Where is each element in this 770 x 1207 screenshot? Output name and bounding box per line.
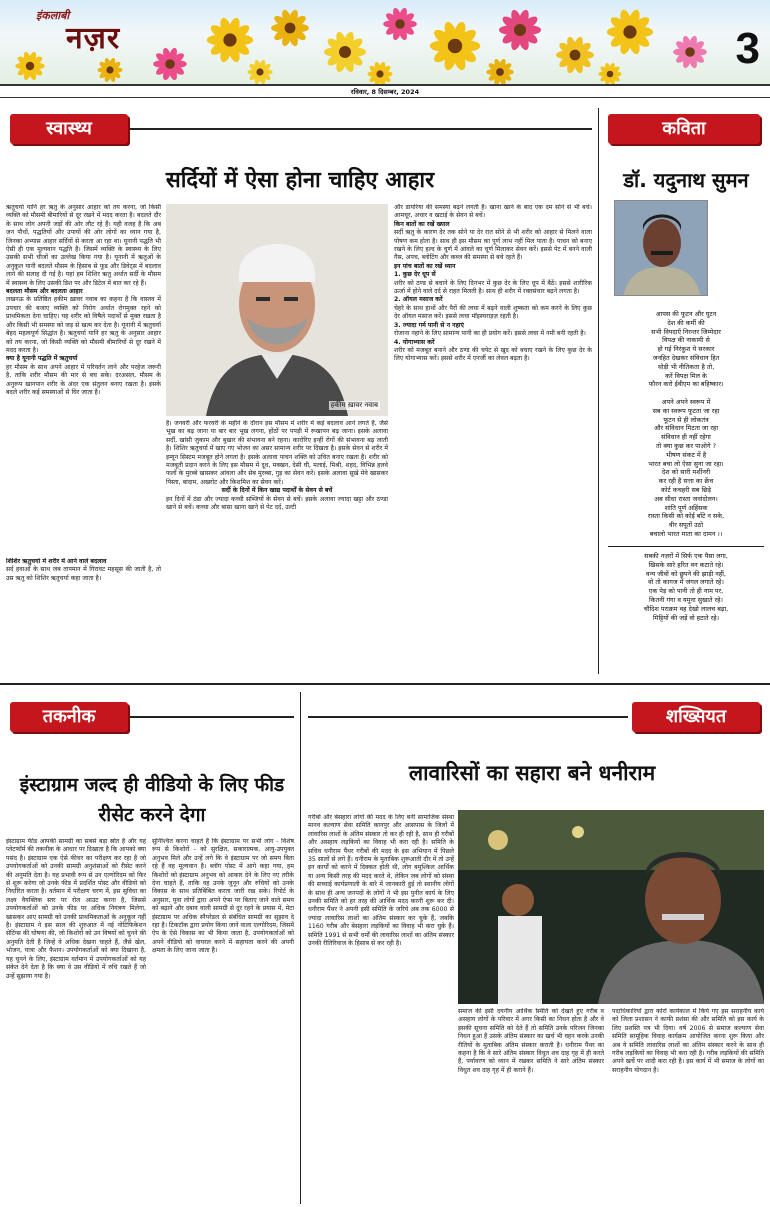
health-section (0, 100, 600, 680)
poem-stanza-3-line: वन्य जीवों को छुपने की झाड़ी नहीं, (646, 569, 726, 578)
health-sub-3: शिशिर ऋतुचर्या में शरीर में आने वाले बदलाव (6, 558, 107, 565)
poem-stanza-2-line: अब सीधा रास्ता जनांदोलन। (654, 494, 718, 503)
poem-stanza-2-line: कर रही है सत्ता का क्रेंच (658, 477, 714, 486)
flower-decoration (383, 7, 417, 41)
profile-col-1: गरीबों और बेसहारा लोगों की मदद के लिए बनी सामाजिक संस्था मानव कल्याण सेवा समिति कानपुर और आसपास के जिलों में लावारिस लाशों के अंतिम संस्कार तो कर ही रही है, साथ ही गरीबों और असहाय लड़कियों का विवाह भी करा रही है। समिति के सचिव धनीराम पैंथर गरीबों की मदद के इस अभियान में पिछले 35 सालों से लगे हैं। धनीराम के मुताबिक शुरूआती दौर में तो उन्हें इन कार्यों को करने में दिक्कत होती थी, लोग बमुश्किल आर्थिक या अन्य किसी तरह की मदद करते थे, लेकिन जब लोगों को संस्था की सच्चाई कार्यप्रणाली के बारे में जानकारी हुई तो स्थानीय लोगों के साथ ही अन्य जनपदों के लोगों ने भी इस पुनीत कार्य के लिए उनकी समिति को हर तरह की आर्थिक मदद करनी शुरू कर दी। धनीराम पैंथर ने अपनी इसी समिति के जरिये अब तक 6000 से ज्यादा लावारिस लाशों का अंतिम संस्कार कर चुके हैं, जबकि 1160 गरीब और बेसहारा लड़कियों का विवाह भी करा चुके हैं। समिति 1991 से सभी धर्मों की लावारिस लाशों का अंतिम संस्कार उनकी रीतिरिवाज के हिसाब से कर रही है। (308, 814, 454, 948)
flower-decoration (556, 36, 594, 74)
health-sub-4: सर्दी के दिनों में किन खाद्य पदार्थों के सेवन से बचें (221, 487, 333, 495)
horizontal-divider (0, 683, 770, 685)
health-body-1d: सर्द हवाओं के साथ जब तापमान में गिरावट महसूस की जाती है, तो उस ऋतु को शिशिर ऋतुचर्या कहा जाता है। (6, 566, 161, 582)
poem-stanza-2-line: सब का स्वरूप फूटता जा रहा (652, 406, 720, 415)
masthead-title-small: इंकलाबी (36, 9, 70, 22)
poem-stanza-2-line: रास्ता किसी को कोई बाँटे न सके, (647, 512, 725, 521)
dhaniram-portrait-image (458, 810, 764, 1004)
poem-stanza-3-line: चौदिश पराक्रम वह देखो लालच बढ़ा, (643, 604, 729, 613)
flower-decoration (598, 62, 621, 85)
poet-portrait-image (615, 201, 708, 296)
masthead-banner (0, 0, 770, 86)
health-tip-3-title: 3. ज्यादा गर्म पानी से न नहाएं (394, 321, 464, 329)
profile-headline: लावारिसों का सहारा बने धनीराम (408, 761, 656, 785)
health-tip-4-text: शरीर को मजबूत बनाने और ठण्ड की चपेट से खुद को बचाए रखने के लिए कुछ देर के लिए योगाभ्यास करें। इससे शरीर में एनर्जी का लेवल बढ़ता है। (394, 346, 592, 363)
flower-decoration (247, 59, 272, 85)
profile-section-label: शख्सियत (632, 702, 760, 732)
health-sub-6: इन पांच बातों का रखें ध्यान (394, 262, 456, 270)
health-section-label: स्वास्थ्य (10, 114, 128, 144)
poem-stanza-3-line: कितनी गंगा व यमुना सुखाते रहे। (649, 595, 723, 604)
health-body-4: और डायरिया की समस्या बढ़ने लगती है। खाना खाने के बाद एक दम सोने से भी बचें। आमचूर, अचार व खटाई के सेवन से बचें। (394, 204, 592, 220)
poem-stanza-1-line: देश की कर्मी की (667, 318, 705, 327)
masthead-title-big: नज़र (66, 21, 121, 56)
health-col-3 (394, 204, 592, 676)
tech-header-rule (130, 716, 294, 718)
profile-col-4: पदाधिकारियों द्वारा कोरों कार्यकाल में किये गए इस सराहनीय कार्य को जिला प्रशासन ने काफी प्रशंसा की और समिति को इस कार्य के लिए प्रशस्ति पत्र भी दिया। वर्ष 2006 से समाज कल्याण सेवा समिति सामूहिक विवाह कार्यक्रम आयोजित करना शुरू किया और अब ये समिति लावारिस लाशों का अंतिम संस्कार करने के साथ ही गरीब लड़कियों का विवाह भी करा रही है। गरीब लड़कियों की समिति अपने खर्चे पर शादी करा रही है। इस कार्य में भी समाज के लोगों का सराहनीय योगदान है। (612, 1008, 764, 1074)
poem-stanza-1-line: आपस की फूटन और घुटन (655, 310, 717, 318)
page-number: 3 (735, 24, 760, 73)
poem-stanza-2-line: तो क्या कुछ कर पाओगे ? (656, 441, 716, 450)
dateline: रविवार, 8 दिसम्बर, 2024 (0, 86, 770, 98)
flower-decoration (486, 58, 513, 86)
profile-header-rule (308, 716, 628, 718)
health-tip-3-text: रोजाना नहाने के लिए सामान्य पानी का ही प्रयोग करें। इससे त्वचा में नमी बनी रहती है। (394, 330, 586, 338)
health-tip-1-text: शरीर को ठण्ड से बचाने के लिए दिनभर में कुछ देर के लिए धूप में बैठें। इससे शारीरिक ऊर्जा में होने वाले दर्द से राहत मिलती है। साथ ही शरीर में रक्तसंचार बढ़ने लगता है। (394, 279, 592, 296)
poem-stanza-3-line: सबकी नज़रों में सिर्फ एक पैसा लगा, (644, 552, 728, 560)
poem-stanza-3-line: एक पेड़ को पानी तो ही नाम पर, (648, 587, 724, 596)
poem-stanza-2-line: शांति पूर्ण अहिंसक (664, 503, 708, 512)
poem-stanza-2-line: अपने अपने स्वरूप में (661, 398, 711, 406)
health-tip-4-title: 4. योगाभ्यास करें (394, 338, 435, 346)
poem-stanza-2-line: कोर्ट कचहरी सब छिड़े (660, 485, 712, 494)
tech-section (0, 688, 300, 1207)
poem-divider (608, 546, 764, 547)
masthead-logo (28, 8, 198, 54)
poem-stanza-3-line: खिसके सारे हरित वन कटाते रहे। (648, 560, 724, 569)
poem-section-label: कविता (608, 114, 760, 144)
tech-section-label: तकनीक (10, 702, 128, 732)
poem-stanza-2-line: और संविधान मिटता जा रहा (654, 424, 718, 433)
flower-decoration (207, 17, 253, 64)
flower-decoration (499, 9, 541, 52)
poem-stanza-2-line: संविधान ही नहीं रहेगा (661, 433, 711, 442)
health-photo (166, 204, 388, 416)
flower-decoration (15, 51, 44, 81)
health-body-1c: हर मौसम के साथ अपने आहार में परिवर्तन लाने और परहेज जरूरी है, ताकि शरीर मौसम की मार से बच सके। दरअसल, मौसम के अनुरूप खानपान शरीर के अंदर एक संतुलन बनाए रखता है। इसके बदले शरीर कई समस्याओं से घिर जाता है। (6, 363, 161, 396)
tech-col-1: इंस्टाग्राम फीड आपकी सामग्री का सबसे बड़ा स्रोत है और यह प्लेटफॉर्म की तकनीक के आधार पर दिखाता है कि आपको क्या पसंद है। इंस्टाग्राम एक ऐसे फीचर का परीक्षण कर रहा है जो उपयोगकर्ताओं को उनकी सामग्री अनुशंसाओं को रीसेट करने की अनुमति देता है। यह प्रभावी रूप से उन एल्गोरिदम को फिर से शुरू करेगा जो उनके फीड में प्रदर्शित पोस्ट और वीडियो को निर्धारित करता है। वर्तमान में परीक्षण चरण में, इस सुविधा का लक्ष्य वैयक्तिक स्तर पर रोल आउट करना है, जिससे उपयोगकर्ताओं को उनके फीड पर अधिक नियंत्रण मिलेगा, खासकर आए सामग्री को उनकी प्राथमिकताओं के अनुकूल नहीं है। इंस्टाग्राम ने इस साल की शुरुआत में नई नोटिफिकेशन सेटिंग्स की घोषणा की, जो किशोरों को उन विषयों को चुनने की अनुमति देती है जिन्हें वे अधिक देखना चाहते हैं, जैसे खेल, भोजन, यात्रा और फैशन। उपयोगकर्ताओं को क्या दिखाना है, यह चुनने के लिए, इंस्टाग्राम वर्तमान में उपयोगकर्ताओं को यह संकेत देने देता है कि क्या वे उस वीडियो में रुचि रखते हैं जो उन्हें सुझाया गया है। (6, 838, 146, 980)
health-body-3b: इन दिनों में ठंडा और ज्यादा कच्ची सब्जियों के सेवन से बचें। इसके अलावा ज्यादा खट्टा और ठण्डा खाने से बचें। कच्चा और बासा खाना खाने से पेट दर्द, उल्टी (166, 495, 388, 512)
poem-stanza-1-line: करें विपक्ष मिल के (665, 371, 707, 380)
profile-section (302, 688, 770, 1207)
vertical-divider-top (598, 108, 599, 674)
hakim-portrait-image (166, 204, 388, 416)
health-sub-2: क्या है यूनानी पद्धति में ऋतुचर्या (6, 355, 78, 363)
flower-decoration (430, 20, 480, 71)
health-sub-1: बदलता मौसम और बदलता आहार (6, 288, 83, 296)
flower-decoration (367, 61, 392, 86)
poem-stanza-1 (608, 310, 764, 389)
health-col-1 (6, 204, 161, 554)
tech-headline: इंस्टाग्राम जल्द ही वीडियो के लिए फीड रीसेट करने देगा (19, 774, 285, 826)
health-body-4b: सर्दी ऋतु के कारण देर तक सोने या देर रात सोने से भी शरीर को आहार से मिलने वाला पोषण कम होता है। साथ ही इस मौसम का पूर्ण लाभ नहीं मिल पाता है। पाचन को बनाए रखने के लिए हल्द के चूर्ण में आंवले का चूर्ण मिलाकर सेवन करें। इससे पेट में बनने वाली गैस, अपच, ब्लोटिंग और कब्ज की समस्या से बचे रहते हैं। (394, 229, 592, 262)
flower-decoration (97, 57, 122, 83)
poem-stanza-2 (608, 398, 764, 539)
poem-stanza-3-line: मिट्टियों की जड़ें वो हटाते रहे। (652, 613, 720, 622)
health-sub-5: किन बातों का रखें ख्याल (394, 220, 450, 228)
health-header-rule (130, 128, 592, 130)
tech-col-2: सुनिश्चित करना चाहते हैं कि इंस्टाग्राम पर सभी लोग - विशेष रूप से किशोरों - को सुरक्षित, सकारात्मक, आयु-उपयुक्त अनुभव मिले और उन्हें लगे कि वे इंस्टाग्राम पर जो समय बिता रहे हैं वह मूल्यवान है। ब्लॉग पोस्ट में आगे कहा गया, हम किशोरों को इंस्टाग्राम अनुभव को आकार देने के लिए नए तरीके देना चाहते हैं, ताकि वह उनके जुनून और रुचियों को उनके विकास के साथ प्रतिबिंबित करता जारी रख सके। रिपोर्ट के अनुसार, युवा लोगों द्वारा अपने ऐप्स पर बिताए जाने वाले समय को बढ़ाने और दबाव वाली सामग्री से दूर रहने के प्रयास में, मेटा इंस्टाग्राम पर अधिक स्नैपरेडल से संबंधित सामग्री का सुझाव दे रहा है। टिकटॉक द्वारा प्रयोग किया जाने वाला एल्गोरिदम, जिसमें ऐप के ऐसे विकास का भी किया जाता है, उपयोगकर्ताओं को अपने वीडियो को वायरल करने में सहायता करने की अपनी क्षमता के लिए जाना जाता है। (152, 838, 294, 955)
poem-poet-name: डॉ. यदुनाथ सुमन (623, 168, 749, 192)
health-col-1-lower (6, 558, 161, 676)
health-intro: ऋतुचर्या यानि हर ऋतु के अनुसार आहार को तय करना, जो किसी व्यक्ति को मौसमी बीमारियों से दूर रखने में मदद करता है। बदलते दौर के साथ लोग अपनी जड़ों की ओर लौट रहे हैं। यही वजह है कि अब जन पौधों, पद्धतियों और उपायों की ओर लोगों का ध्यान गया है, जिनका अभ्यास आहार सर्दियों से करता आ रहा था। यूनानी पद्धति भी ऐसी ही एक मूल्यवान पद्धति है। जिसमें व्यक्ति के स्वास्थ्य के लिए उसकी सभी चीजों का उल्लेख किया गया है। यूनानी में ऋतुओं के अनुकूल यानी बदलते मौसम के हिसाब से फूड और डिवेट्स में बदलाव लाने की सलाह दी गई है। यहां हम शिशिर ऋतु अर्थात सर्दी के मौसम में स्वास्थ्य के लिए उसकी डिश पर और डिटेल में बात कर रहे हैं। (6, 204, 161, 287)
health-col-2 (166, 420, 388, 676)
poem-stanza-1-line: सभी विपदाएँ निरन्तर जिम्मेदार (651, 327, 721, 336)
profile-col-3: समाज की इसी दयनीय आर्थिक स्थिति को देखते हुए गरीब व असहाय लोगों के परिवार में अगर किसी का निधन होता है और वे इसकी सूचना समिति को देते हैं तो समिति उनके परिजन जिनका निधन हुआ है उसके अंतिम संस्कार का खर्च भी वहन करके उनकी रीतियों के मुताबिक अंतिम संस्कार कराती है। धनीराम पैंथर का कहना है कि वे सारे अंतिम संस्कार विधुत शव दाह गृह में ही करते हैं, पर्यावरण को ध्यान में रखकर समिति ने सारे अंतिम संस्कार विधुत शव दाह गृह में ही कराने हैं। (458, 1008, 604, 1074)
health-headline: सर्दियों में ऐसा होना चाहिए आहार (165, 168, 435, 193)
poem-stanza-2-line: बचालो भारत माता का दामन ।। (649, 529, 723, 538)
poem-stanza-2-line: भारत बचा लो ऐसा सुना जा रहा। (648, 459, 724, 468)
poem-stanza-3 (608, 552, 764, 622)
flower-decoration (607, 9, 653, 56)
health-body-1b: लखनऊ के प्रतिष्ठित हकीम ख़ावर नवाब का कहना है कि वास्तव में उपचार की बजाए व्यक्ति को निरोग अर्थात रोगमुक्त रहने को प्राथमिकता देना चाहिए। यह शरीर को विषैले पदार्थों से मुक्त रखता है और किसी भी समस्या को जड़ से खत्म कर देता है। यूनानी में ऋतुचर्या बेहद महत्वपूर्ण सिद्धांत है। ऋतुचर्या यानि हर ऋतु के अनुसार आहार को तय करना, जो किसी व्यक्ति को मौसमी बीमारियों से दूर रखने में मदद करता है। (6, 296, 161, 354)
poem-stanza-2-line: देश को सारी मर्शीनरी (661, 468, 711, 477)
health-body-3: है। जनवरी और फरवरी के महीने के दौरान इस मौसम में शरीर में कई बदलाव आने लगते हैं, जैसे भूख का बढ़ जाना या बार बार भूख लगना, होंठों पर पपड़ी में रूखापन बढ़ जाना। इसके अलावा सर्दी, खांसी जुकाम और बुखार की संभावना बने रहना। कारोरिए इन्हीं रोगों की संभावना बढ़ जाती है। शिशिर ऋतुचर्या में खाए गए भोजन का असर सामान्य शरीर पर दिखता है। इसके सेवन से शरीर में इम्यून सिस्टम मजबूत होने लगता है। इसके अलावा पाचन शक्ति को उचित बनाए रखता है। शरीर को मजबूती प्रदान करने के लिए इस मौसम में दूध, मक्खन, देसी घी, मलाई, मिश्री, शहद, विभिन्न हलवे फलों के मुरब्बे खासकर आंवला और सेब मुरब्बा, गुड़ का सेवन करें। इसके अलावा सूखे मेवे खासकर पिस्ता, बादाम, अखरोट और किशमिश का सेवन करें। (166, 420, 388, 486)
poem-stanza-3-line: वो तो कागज में जंगल लगाते रहे। (648, 578, 724, 587)
poem-stanza-1-line: थोड़ी भी नीतिकता है तो, (657, 362, 715, 371)
poem-stanza-1-line: फौरन करो ईवीएम का बहिष्कार। (648, 380, 724, 389)
profile-photo (458, 810, 764, 1004)
flower-decoration (271, 9, 309, 47)
health-photo-caption: हकीम ख़ावर नवाब (330, 401, 378, 409)
vertical-divider-bottom (300, 692, 301, 1204)
health-tip-2-text: चेहरे के साथ हाथों और पैरों की त्वचा में बढ़ने वाली शुष्कता को कम करने के लिए कुछ देर ऑयल मसाज करें। इससे त्वचा मॉइस्चराइज़ रहती है। (394, 304, 592, 321)
poem-stanza-2-line: भीषण संकट में है (665, 450, 707, 459)
health-tip-1-title: 1. कुछ देर धूप सें (394, 271, 436, 279)
poem-stanza-1-line: जनहित देखकर संविधान हित (652, 353, 720, 362)
flower-decoration (324, 31, 366, 74)
poet-photo (614, 200, 708, 296)
poem-stanza-2-line: वीर सपूतों उठो (668, 521, 703, 530)
poem-section (602, 100, 770, 680)
poem-stanza-1-line: विपक्ष की नाकामी से (662, 336, 710, 345)
flower-decoration (673, 35, 707, 69)
poem-stanza-1-line: हो गई निरंकुश ये सरकार (657, 345, 715, 354)
health-tip-2-title: 2. ऑयल मसाज करें (394, 296, 443, 304)
poem-stanza-2-line: फूटन से ही लोकतंत्र (663, 415, 709, 424)
